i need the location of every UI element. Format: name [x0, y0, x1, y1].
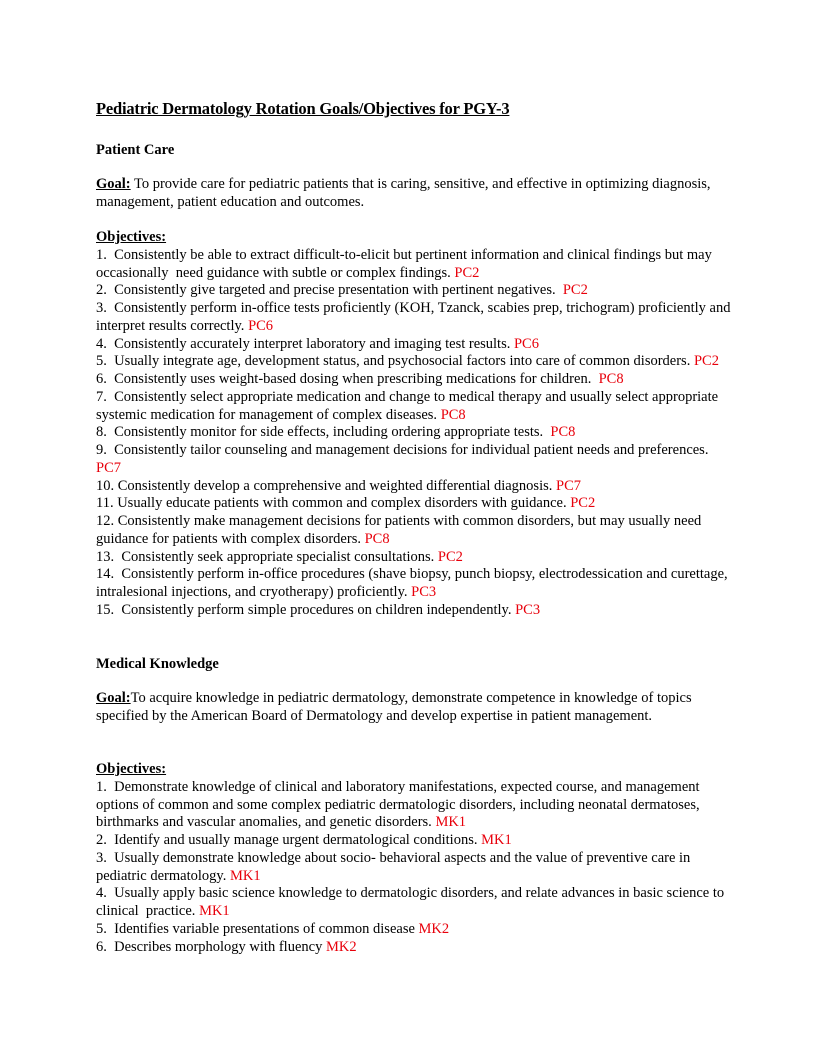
- objective-text: 4. Usually apply basic science knowledge to dermatologic disorders, and relate advances in basic science to clinical practice.: [96, 885, 728, 919]
- objective-text: 2. Consistently give targeted and precise presentation with pertinent negatives.: [96, 282, 563, 299]
- objective-text: 9. Consistently tailor counseling and management decisions for individual patient needs and preferences.: [96, 442, 713, 458]
- objective-item: [96, 779, 736, 832]
- competency-code: PC8: [364, 530, 390, 547]
- objective-item: [96, 336, 736, 354]
- objective-text: 1. Consistently be able to extract difficult-to-elicit but pertinent information and clinical findings but may occasionally need guidance with subtle or complex findings.: [96, 246, 716, 281]
- competency-code: PC2: [570, 495, 596, 512]
- competency-code: MK1: [481, 832, 512, 848]
- objective-item: [96, 566, 736, 602]
- goal-label: Goal:: [96, 690, 131, 706]
- objective-text: 10. Consistently develop a comprehensive and weighted differential diagnosis.: [96, 477, 556, 494]
- objective-text: 3. Usually demonstrate knowledge about socio- behavioral aspects and the value of preventive care in pediatric dermatology.: [96, 849, 694, 884]
- medical-knowledge-goal: [96, 690, 736, 726]
- objective-item: [96, 939, 736, 957]
- objective-item: [96, 832, 736, 850]
- objectives-list: [96, 779, 736, 957]
- competency-code: PC8: [440, 406, 466, 423]
- objective-item: [96, 513, 736, 549]
- competency-code: PC7: [556, 477, 581, 494]
- objective-text: 11. Usually educate patients with common and complex disorders with guidance.: [96, 495, 571, 512]
- competency-code: PC8: [598, 371, 624, 387]
- objective-item: [96, 353, 736, 371]
- objective-text: 2. Identify and usually manage urgent dermatological conditions.: [96, 832, 482, 848]
- objective-text: 3. Consistently perform in-office tests proficiently (KOH, Tzanck, scabies prep, trichogram) proficiently and interpret results correctly.: [96, 300, 735, 334]
- competency-code: PC6: [513, 335, 539, 352]
- objectives-label: Objectives:: [96, 229, 167, 245]
- objective-item: [96, 602, 736, 620]
- objective-item: [96, 389, 736, 425]
- competency-code: PC3: [515, 601, 541, 618]
- competency-code: PC2: [562, 282, 588, 299]
- objective-item: [96, 885, 736, 921]
- objective-item: [96, 371, 736, 389]
- objective-item: [96, 850, 736, 886]
- objective-text: 14. Consistently perform in-office procedures (shave biopsy, punch biopsy, electrodessication and curettage, intralesional injections, and cryotherapy) proficiently.: [96, 566, 732, 600]
- goal-label: Goal:: [96, 176, 131, 192]
- competency-code: PC2: [437, 548, 463, 565]
- competency-code: PC8: [550, 424, 576, 441]
- medical-knowledge-objectives: [96, 761, 736, 956]
- competency-code: PC7: [96, 459, 121, 476]
- competency-code: PC2: [693, 353, 719, 370]
- competency-code: MK1: [435, 814, 467, 831]
- competency-code: MK1: [199, 903, 230, 919]
- section-heading-patient-care: Patient Care: [96, 142, 175, 158]
- objective-text: 1. Demonstrate knowledge of clinical and laboratory manifestations, expected course, and management options of common and some complex pediatric dermatologic disorders, including neonatal dermatoses, birthmarks and vascular anomalies, and genetic disorders.: [96, 778, 704, 831]
- objective-item: [96, 247, 736, 283]
- objective-text: 5. Identifies variable presentations of common disease: [96, 920, 419, 937]
- goal-text: To acquire knowledge in pediatric dermatology, demonstrate competence in knowledge of topics specified by the American Board of Dermatology and develop expertise in patient management.: [96, 690, 692, 724]
- objective-item: [96, 442, 736, 478]
- objective-item: [96, 478, 736, 496]
- objective-text: 13. Consistently seek appropriate specialist consultations.: [96, 548, 438, 565]
- objective-text: 6. Describes morphology with fluency: [96, 938, 326, 955]
- objective-text: 5. Usually integrate age, development status, and psychosocial factors into care of common disorders.: [96, 353, 694, 370]
- competency-code: PC6: [248, 317, 274, 334]
- competency-code: PC3: [411, 584, 437, 600]
- competency-code: PC2: [454, 264, 480, 281]
- document-title: Pediatric Dermatology Rotation Goals/Objectives for PGY-3: [96, 99, 510, 118]
- objective-item: [96, 424, 736, 442]
- objectives-label: Objectives:: [96, 761, 167, 777]
- competency-code: MK1: [229, 867, 261, 884]
- objective-item: [96, 300, 736, 336]
- objective-item: [96, 282, 736, 300]
- objective-item: [96, 921, 736, 939]
- objective-item: [96, 495, 736, 513]
- section-heading-medical-knowledge: Medical Knowledge: [96, 656, 219, 672]
- objective-text: 4. Consistently accurately interpret laboratory and imaging test results.: [96, 335, 514, 352]
- patient-care-goal: [96, 176, 736, 212]
- objective-item: [96, 549, 736, 567]
- competency-code: MK2: [418, 920, 450, 937]
- objective-text: 15. Consistently perform simple procedures on children independently.: [96, 601, 516, 618]
- objective-text: 6. Consistently uses weight-based dosing when prescribing medications for children.: [96, 371, 599, 387]
- objective-text: 8. Consistently monitor for side effects, including ordering appropriate tests.: [96, 424, 551, 441]
- objective-text: 7. Consistently select appropriate medication and change to medical therapy and usually select appropriate systemic medication for management of complex diseases.: [96, 388, 722, 423]
- goal-text: To provide care for pediatric patients that is caring, sensitive, and effective in optimizing diagnosis, management, patient education and outcomes.: [96, 176, 711, 210]
- objective-text: 12. Consistently make management decisions for patients with common disorders, but may usually need guidance for patients with complex disorders.: [96, 513, 705, 547]
- objectives-list: [96, 247, 736, 620]
- competency-code: MK2: [325, 938, 357, 955]
- patient-care-objectives: [96, 229, 736, 620]
